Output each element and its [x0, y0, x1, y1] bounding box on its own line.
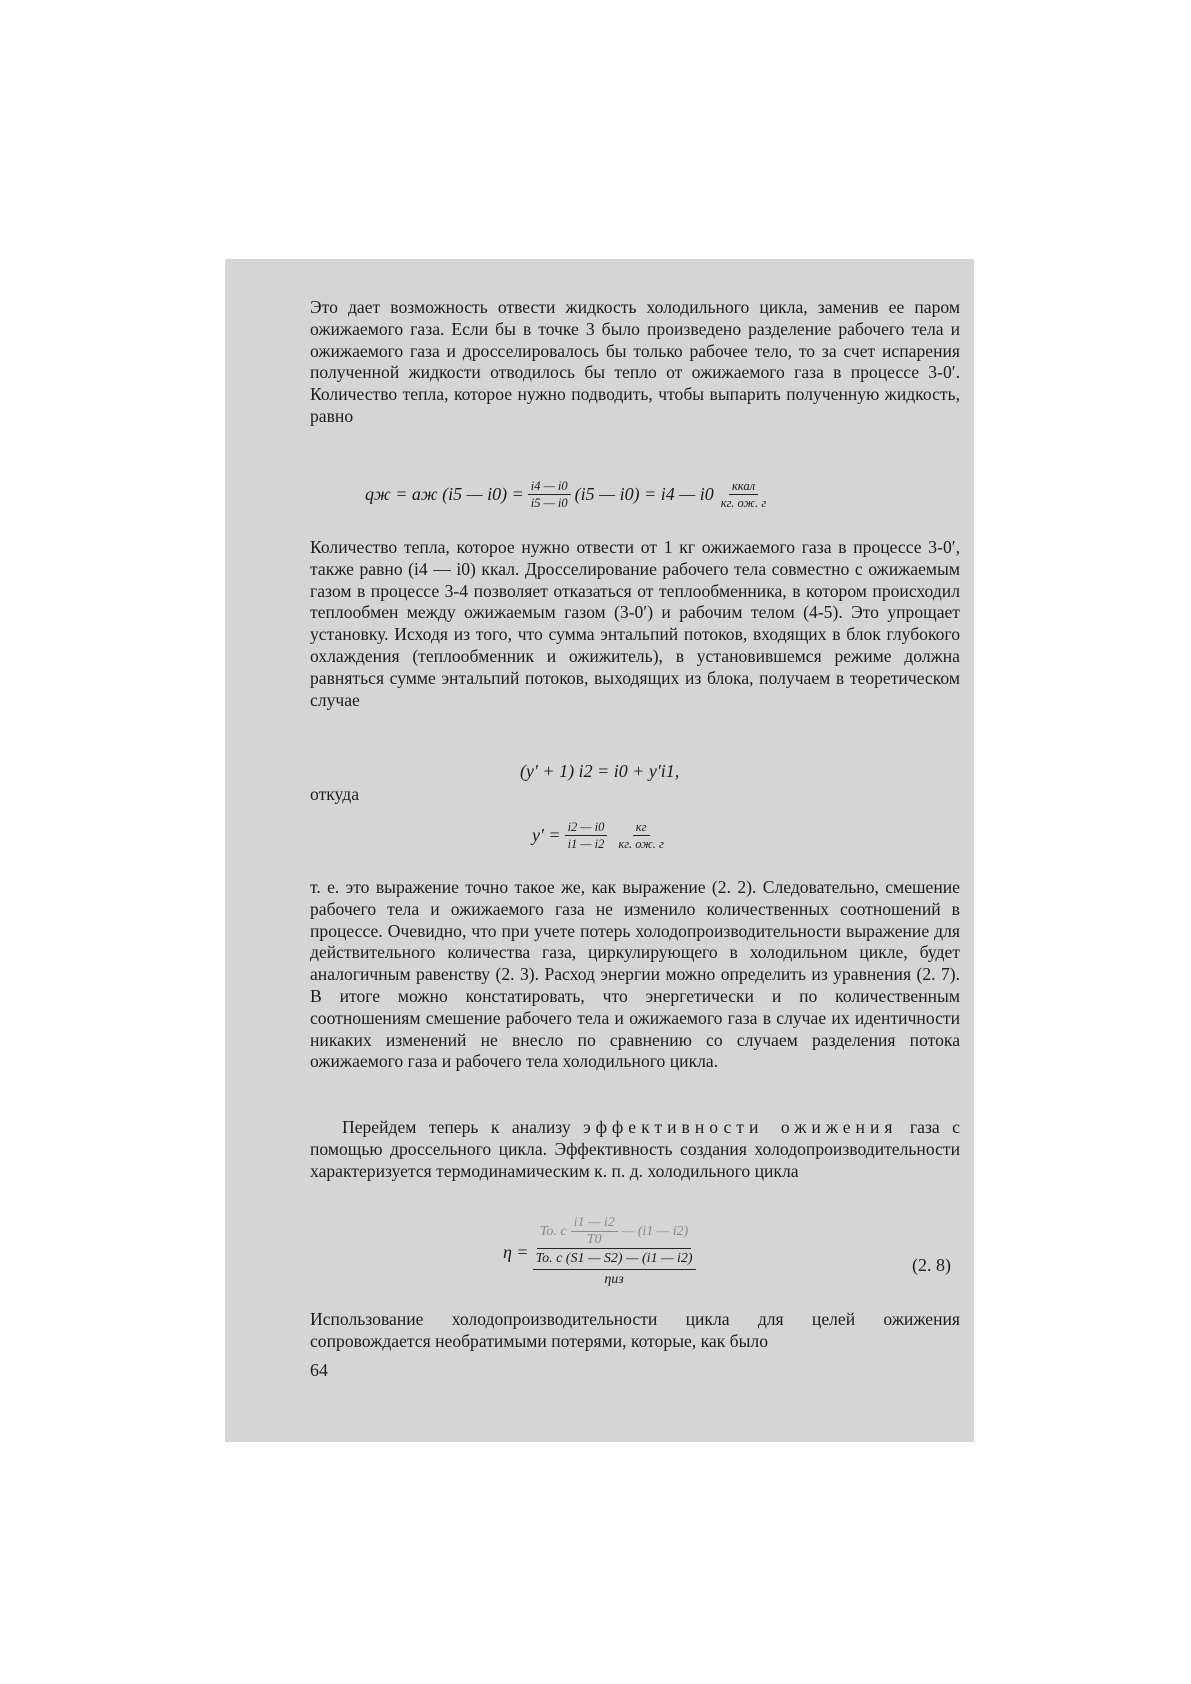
- equation-1-unit-numerator: ккал: [729, 478, 758, 495]
- equation-2-text: (y′ + 1) i2 = i0 + y′i1,: [520, 761, 680, 781]
- equation-3-unit: [615, 819, 667, 852]
- equation-3-fraction-numerator: i2 — i0: [565, 819, 608, 836]
- paragraph-4: [310, 1117, 960, 1182]
- equation-2-8-bottom: ηиз: [604, 1272, 624, 1287]
- equation-1-mid: (i5 — i0) = i4 — i0: [574, 484, 714, 504]
- equation-3-unit-numerator: кг: [633, 819, 650, 836]
- equation-2-8-top-fraction-numerator: i1 — i2: [571, 1215, 618, 1232]
- equation-2-8-top: [537, 1215, 691, 1249]
- equation-2-8-number: (2. 8): [912, 1255, 951, 1275]
- equation-2-8-top-left: To. c: [539, 1223, 567, 1239]
- equation-2-8-fraction: [533, 1215, 696, 1290]
- equation-3-unit-denominator: кг. ож. г: [618, 837, 664, 851]
- otkuda-line: [310, 784, 960, 806]
- equation-3-fraction: [565, 819, 608, 852]
- equation-2-8-top-right: — (i1 — i2): [621, 1223, 689, 1239]
- equation-1-fraction: [528, 478, 571, 511]
- paragraph-3-text: т. е. это выражение точно такое же, как выражение (2. 2). Следовательно, смешение рабочего тела и ожижаемого газа не изменило количественных соотношений в процессе. Очевидно, что при учете потерь холодопроизводительности выражение для действительного количества газа, циркулирующего в холодильном цикле, будет аналогичным равенству (2. 3). Расход энергии можно определить из уравнения (2. 7). В итоге можно констатировать, что энергетически и по количественным соотношениям смешение рабочего тела и ожижаемого газа в случае их идентичности никаких изменений не внесло по сравнению со случаем разделения потока ожижаемого газа и рабочего тела холодильного цикла.: [310, 877, 960, 1072]
- equation-2-8-top-fraction: [571, 1215, 618, 1248]
- paragraph-2: [310, 537, 960, 711]
- equation-1-unit: [718, 478, 770, 511]
- paragraph-1-text: Это дает возможность отвести жидкость холодильного цикла, заменив ее паром ожижаемого газа. Если бы в точке 3 было произведено разделение рабочего тела и ожижаемого газа и дросселировалось бы только рабочее тело, то за счет испарения полученной жидкости отводилось бы тепло от ожижаемого газа в процессе 3-0′. Количество тепла, которое нужно подводить, чтобы выпарить полученную жидкость, равно: [310, 297, 960, 426]
- paragraph-5-text: Использование холодопроизводительности цикла для целей ожижения сопровождается необратимыми потерями, которые, как было: [310, 1309, 960, 1351]
- equation-2: [520, 761, 679, 782]
- equation-3: [532, 819, 671, 852]
- page-number: 64: [310, 1360, 328, 1380]
- equation-2-8-middle: To. c (S1 — S2) — (i1 — i2): [533, 1249, 696, 1270]
- equation-2-8: [503, 1215, 700, 1290]
- equation-2-8-top-fraction-denominator: T0: [586, 1232, 602, 1247]
- paragraph-4-text: [310, 1117, 960, 1182]
- paragraph-3: [310, 877, 960, 1073]
- paragraph-4-start: Перейдем теперь к анализу: [342, 1117, 571, 1137]
- equation-1-fraction-denominator: i5 — i0: [530, 496, 568, 510]
- equation-1: [365, 478, 773, 511]
- paragraph-2-text: Количество тепла, которое нужно отвести от 1 кг ожижаемого газа в процессе 3-0′, также равно (i4 — i0) ккал. Дросселирование рабочего тела совместно с ожижаемым газом в процессе 3-4 позволяет отказаться от теплообменника, в котором происходил теплообмен между ожижаемым газом (3-0′) и рабочим телом (4-5). Это упрощает установку. Исходя из того, что сумма энтальпий потоков, входящих в блок глубокого охлаждения (теплообменник и ожижитель), в установившемся режиме должна равняться сумме энтальпий потоков, выходящих из блока, получаем в теоретическом случае: [310, 537, 960, 710]
- paragraph-4-emphasis: эффективности ожижения: [583, 1117, 898, 1137]
- otkuda-text: откуда: [310, 784, 360, 804]
- equation-1-unit-denominator: кг. ож. г: [720, 496, 767, 510]
- equation-1-fraction-numerator: i4 — i0: [528, 478, 571, 495]
- equation-3-lhs: y′ =: [532, 825, 561, 845]
- paragraph-4-end: газа с помощью дроссельного цикла. Эффективность создания холодопроизводительности характеризуется термодинамическим к. п. д. холодильного цикла: [310, 1117, 960, 1181]
- paragraph-5: [310, 1309, 960, 1353]
- equation-3-fraction-denominator: i1 — i2: [567, 837, 605, 851]
- equation-2-8-lhs: η =: [503, 1242, 529, 1262]
- paragraph-1: [310, 297, 960, 428]
- equation-1-lhs: qж = aж (i5 — i0) =: [365, 484, 524, 504]
